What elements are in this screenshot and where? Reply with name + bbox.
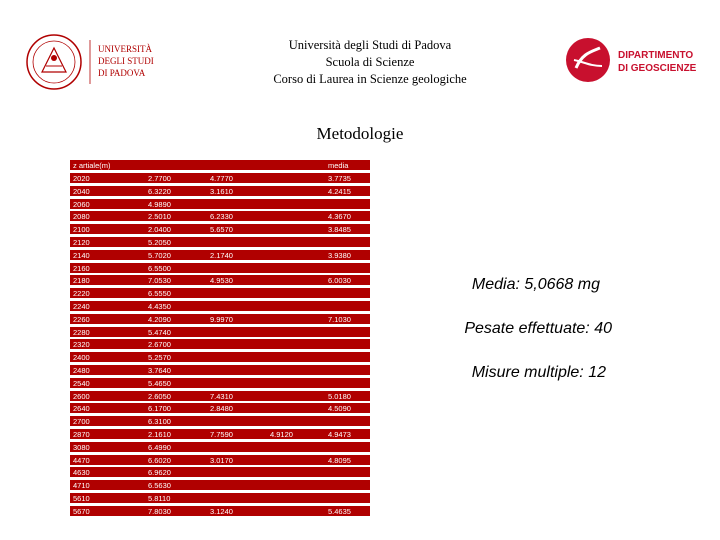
table-row <box>70 455 370 465</box>
header-school: Scuola di Scienze <box>325 55 415 69</box>
table-cell: 2480 <box>73 366 90 375</box>
table-cell: 2040 <box>73 186 90 196</box>
table-cell: 4.9530 <box>210 276 233 286</box>
header-university: Università degli Studi di Padova <box>288 38 452 52</box>
table-cell: 2.5010 <box>148 212 171 222</box>
table-cell: 5.2570 <box>148 353 171 363</box>
table-cell: 2160 <box>73 263 90 273</box>
table-cell: 6.0030 <box>328 276 351 286</box>
table-row <box>70 327 370 337</box>
table-row <box>70 288 370 298</box>
table-cell: 2260 <box>73 314 90 324</box>
table-cell: 4.9890 <box>148 199 171 209</box>
table-row <box>70 173 370 183</box>
stat-media: Media: 5,0668 mg <box>471 276 600 293</box>
table-row <box>70 224 370 234</box>
table-cell: 3080 <box>73 442 90 452</box>
svg-text:DIPARTIMENTO: DIPARTIMENTO <box>618 50 694 61</box>
table-row <box>70 467 370 477</box>
table-cell: 4.4350 <box>148 302 171 311</box>
unipd-logo <box>24 32 184 92</box>
table-cell: 4470 <box>73 455 90 465</box>
table-cell: 4.2415 <box>328 186 351 196</box>
table-cell: 3.0170 <box>210 455 233 465</box>
table-cell: 5610 <box>73 494 90 503</box>
table-cell: 4.5090 <box>328 404 351 414</box>
table-cell: 2600 <box>73 391 90 401</box>
table-row <box>70 263 370 273</box>
table-cell: 5.4650 <box>148 378 171 388</box>
table-row <box>70 237 370 247</box>
svg-text:UNIVERSITÀ: UNIVERSITÀ <box>98 44 152 54</box>
table-cell: 2120 <box>73 238 90 247</box>
table-cell: 2280 <box>73 327 90 337</box>
table-row <box>70 391 370 401</box>
table-cell: 6.1700 <box>148 404 171 414</box>
table-row <box>70 416 370 426</box>
table-cell: 2.0400 <box>148 225 171 235</box>
svg-text:DI PADOVA: DI PADOVA <box>98 68 146 78</box>
table-cell: 3.7640 <box>148 366 171 375</box>
table-row <box>70 211 370 221</box>
table-cell: 6.3100 <box>148 417 171 427</box>
table-row <box>70 429 370 439</box>
table-cell: 3.8485 <box>328 225 351 235</box>
slide-title: Metodologie <box>316 124 404 143</box>
table-cell: 2540 <box>73 378 90 388</box>
table-cell: 2060 <box>73 199 90 209</box>
table-cell: 2240 <box>73 302 90 311</box>
table-cell: 2220 <box>73 289 90 299</box>
table-cell: 2640 <box>73 404 90 414</box>
table-cell: 7.0530 <box>148 276 171 286</box>
svg-text:DEGLI STUDI: DEGLI STUDI <box>98 56 154 66</box>
institution-header <box>200 37 540 88</box>
table-row <box>70 339 370 349</box>
table-cell: 2.7700 <box>148 174 171 183</box>
table-cell: 2180 <box>73 276 90 286</box>
table-cell: 2700 <box>73 417 90 427</box>
table-cell: 6.5500 <box>148 263 171 273</box>
table-cell: 7.4310 <box>210 391 233 401</box>
table-cell: 6.5630 <box>148 481 171 491</box>
table-cell: 2.1740 <box>210 250 233 260</box>
table-cell: 5.2050 <box>148 238 171 247</box>
table-cell: 2140 <box>73 250 90 260</box>
table-cell: 2.8480 <box>210 404 233 414</box>
stat-misure: Misure multiple: 12 <box>471 364 606 381</box>
table-cell: 4630 <box>73 468 90 478</box>
table-row <box>70 301 370 311</box>
table-cell: 2020 <box>73 174 90 183</box>
table-cell: 2870 <box>73 430 90 439</box>
table-cell: 4710 <box>73 481 90 491</box>
table-row <box>70 250 370 260</box>
table-cell: 5.4635 <box>328 506 351 516</box>
table-cell: 5.6570 <box>210 225 233 235</box>
table-cell: 3.7735 <box>328 174 351 183</box>
table-cell: 2.1610 <box>148 430 171 439</box>
table-header-depth: z artiale(m) <box>73 161 111 170</box>
table-cell: 2.6700 <box>148 340 171 350</box>
table-cell: 4.9473 <box>328 430 351 439</box>
table-cell: 6.3220 <box>148 186 171 196</box>
svg-text:DI GEOSCIENZE: DI GEOSCIENZE <box>618 63 697 74</box>
table-cell: 7.8030 <box>148 506 171 516</box>
table-cell: 7.1030 <box>328 314 351 324</box>
table-row <box>70 442 370 452</box>
table-cell: 2100 <box>73 225 90 235</box>
table-cell: 4.8095 <box>328 455 351 465</box>
table-cell: 6.2330 <box>210 212 233 222</box>
table-header-media: media <box>328 161 349 170</box>
geoscienze-logo <box>560 32 700 92</box>
table-cell: 4.7770 <box>210 174 233 183</box>
table-cell: 5.7020 <box>148 250 171 260</box>
table-row <box>70 365 370 375</box>
table-cell: 6.4990 <box>148 442 171 452</box>
table-row <box>70 480 370 490</box>
table-cell: 6.9620 <box>148 468 171 478</box>
table-header-row <box>70 160 370 170</box>
geoscienze-mark-icon <box>560 32 700 92</box>
header-course: Corso di Laurea in Scienze geologiche <box>273 72 467 86</box>
table-cell: 4.2090 <box>148 314 171 324</box>
table-cell: 2320 <box>73 340 90 350</box>
stat-pesate: Pesate effettuate: 40 <box>464 320 612 337</box>
table-row <box>70 506 370 516</box>
table-cell: 6.6020 <box>148 455 171 465</box>
table-cell: 2400 <box>73 353 90 363</box>
table-row <box>70 352 370 362</box>
table-row <box>70 493 370 503</box>
table-cell: 2080 <box>73 212 90 222</box>
table-row <box>70 275 370 285</box>
table-cell: 3.9380 <box>328 250 351 260</box>
table-cell: 9.9970 <box>210 314 233 324</box>
table-cell: 2.6050 <box>148 391 171 401</box>
table-row <box>70 378 370 388</box>
table-row <box>70 186 370 196</box>
table-row <box>70 314 370 324</box>
unipd-seal-icon <box>24 32 184 92</box>
table-row <box>70 403 370 413</box>
table-cell: 5670 <box>73 506 90 516</box>
table-cell: 5.8110 <box>148 494 171 503</box>
table-cell: 3.1610 <box>210 186 233 196</box>
table-cell: 3.1240 <box>210 506 233 516</box>
table-cell: 5.0180 <box>328 391 351 401</box>
table-cell: 4.3670 <box>328 212 351 222</box>
table-cell: 7.7590 <box>210 430 233 439</box>
table-row <box>70 199 370 209</box>
table-cell: 4.9120 <box>270 430 293 439</box>
table-cell: 5.4740 <box>148 327 171 337</box>
table-cell: 6.5550 <box>148 289 171 299</box>
